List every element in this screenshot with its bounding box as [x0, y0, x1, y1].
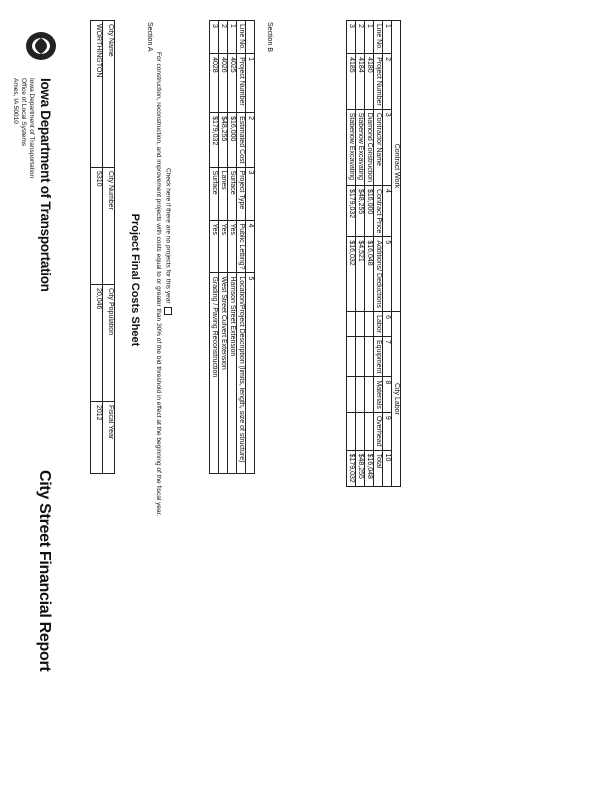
no-projects-label: Check here if there are no projects for this year — [164, 168, 172, 304]
sheet-title: Project Final Costs Sheet — [129, 213, 141, 347]
cell: $16,048 — [365, 450, 374, 486]
section-b-label: Section B — [266, 22, 273, 52]
header-line-no: Line No. — [237, 21, 246, 54]
header-project-type: Project Type — [237, 167, 246, 220]
cell: $179,032 — [347, 185, 356, 236]
col-number: 4 — [246, 220, 255, 273]
col-number: 1 — [246, 54, 255, 113]
header-additions-deductions: Additions/ Deductions — [374, 237, 383, 312]
header-public-letting: Public Letting? — [237, 220, 246, 273]
table-row — [210, 21, 219, 474]
cell — [365, 377, 374, 412]
cell: Lanes — [219, 167, 228, 220]
cell — [365, 336, 374, 376]
col-number: 2 — [246, 113, 255, 167]
cell: $16,000 — [365, 185, 374, 236]
cell: Surface — [228, 167, 237, 220]
city-labor-group: City Labor — [392, 312, 401, 487]
header-project-number: Project Number — [237, 54, 246, 113]
cell: 2 — [356, 21, 365, 54]
col-number: 6 — [383, 312, 392, 337]
city-name-value: WORTHINGTON — [91, 21, 103, 168]
cell — [356, 377, 365, 412]
cell: $16,032 — [347, 237, 356, 312]
header-overhead: Overhead — [374, 412, 383, 450]
cell: Surface — [210, 167, 219, 220]
section-a-label: Section A — [146, 22, 153, 52]
header-equipment: Equipment — [374, 336, 383, 376]
address-line-2: Office of Local Systems — [20, 78, 27, 147]
cell: $179,032 — [210, 113, 219, 167]
section-a-table — [209, 20, 255, 474]
cell: Grading / Paving Reconstruction — [210, 273, 219, 474]
header-contractor-name: Contractor Name — [374, 109, 383, 185]
cell — [347, 312, 356, 337]
cell: Yes — [210, 220, 219, 273]
report-title: City Street Financial Report — [36, 470, 53, 672]
city-population-value: 20,046 — [91, 285, 103, 402]
col-number: 3 — [383, 109, 392, 185]
cell — [356, 412, 365, 450]
contract-work-group: Contract Work — [392, 21, 401, 312]
cell: 4026 — [219, 54, 228, 113]
cell: Diamond Construction — [365, 109, 374, 185]
cell: 2 — [219, 21, 228, 54]
col-number: 5 — [383, 237, 392, 312]
header-total: Total — [374, 450, 383, 486]
cell — [365, 412, 374, 450]
city-population-label: City Population — [103, 285, 115, 402]
header-estimated-cost: Estimated Cost — [237, 113, 246, 167]
table-row — [347, 21, 356, 487]
col-number-empty — [246, 21, 255, 54]
header-labor: Labor — [374, 312, 383, 337]
cell: $16,048 — [365, 237, 374, 312]
cell — [347, 377, 356, 412]
agency-name: Iowa Department of Transportation — [38, 78, 53, 292]
cell: $179,032 — [347, 450, 356, 486]
cell: 4180 — [365, 54, 374, 110]
city-name-label: City Name — [103, 21, 115, 168]
cell: 3 — [347, 21, 356, 54]
fiscal-year-label: Fiscal Year — [103, 402, 115, 474]
col-number: 4 — [383, 185, 392, 236]
cell: 4184 — [356, 54, 365, 110]
cell: 4185 — [347, 54, 356, 110]
cell: 4028 — [210, 54, 219, 113]
section-a-note: For construction, reconstruction, and improvement projects with costs equal to or greater than 30% of the bid threshold in effect at the beginning of the fiscal year. — [155, 52, 162, 517]
cell: Yes — [228, 220, 237, 273]
cell: 3 — [210, 21, 219, 54]
cell — [347, 336, 356, 376]
cell: Stabenow Excavating — [347, 109, 356, 185]
cell: West Street Culvert Extension — [219, 273, 228, 474]
cell: $48,255 — [356, 185, 365, 236]
header-description: Location/Project Description (limits, length, size of structure) — [237, 273, 246, 474]
table-row — [356, 21, 365, 487]
cell: Harrison Street Extension — [228, 273, 237, 474]
cell: $16,000 — [228, 113, 237, 167]
cell: $48,255 — [219, 113, 228, 167]
cell — [356, 336, 365, 376]
no-projects-check — [164, 168, 172, 315]
cell: Yes — [219, 220, 228, 273]
cell — [356, 312, 365, 337]
cell — [365, 312, 374, 337]
cell: 1 — [365, 21, 374, 54]
cell — [347, 412, 356, 450]
header-project-number: Project Number — [374, 54, 383, 110]
iowa-dot-logo-icon — [21, 28, 61, 76]
city-number-label: City Number — [103, 168, 115, 285]
col-number: 10 — [383, 450, 392, 486]
city-number-value: 5310 — [91, 168, 103, 285]
col-number: 1 — [383, 21, 392, 54]
no-projects-checkbox[interactable] — [164, 307, 172, 315]
fiscal-year-value: 2012 — [91, 402, 103, 474]
table-row — [228, 21, 237, 474]
col-number: 8 — [383, 377, 392, 412]
col-number: 9 — [383, 412, 392, 450]
col-number: 7 — [383, 336, 392, 376]
address-line-1: Iowa Department of Transportation — [28, 78, 35, 179]
cell: Stabenow Excavating — [356, 109, 365, 185]
header-line-no: Line No. — [374, 21, 383, 54]
col-number: 5 — [246, 273, 255, 474]
header-materials: Materials — [374, 377, 383, 412]
col-number: 3 — [246, 167, 255, 220]
table-row — [365, 21, 374, 487]
col-number: 2 — [383, 54, 392, 110]
header-contract-price: Contract Price — [374, 185, 383, 236]
section-b-table — [346, 20, 401, 487]
cell: $48,255 — [356, 450, 365, 486]
cell: 4025 — [228, 54, 237, 113]
address-line-3: Ames, IA 50010 — [12, 78, 19, 124]
cell: 1 — [228, 21, 237, 54]
cell: $4,521 — [356, 237, 365, 312]
city-info-table — [90, 20, 115, 474]
table-row — [219, 21, 228, 474]
